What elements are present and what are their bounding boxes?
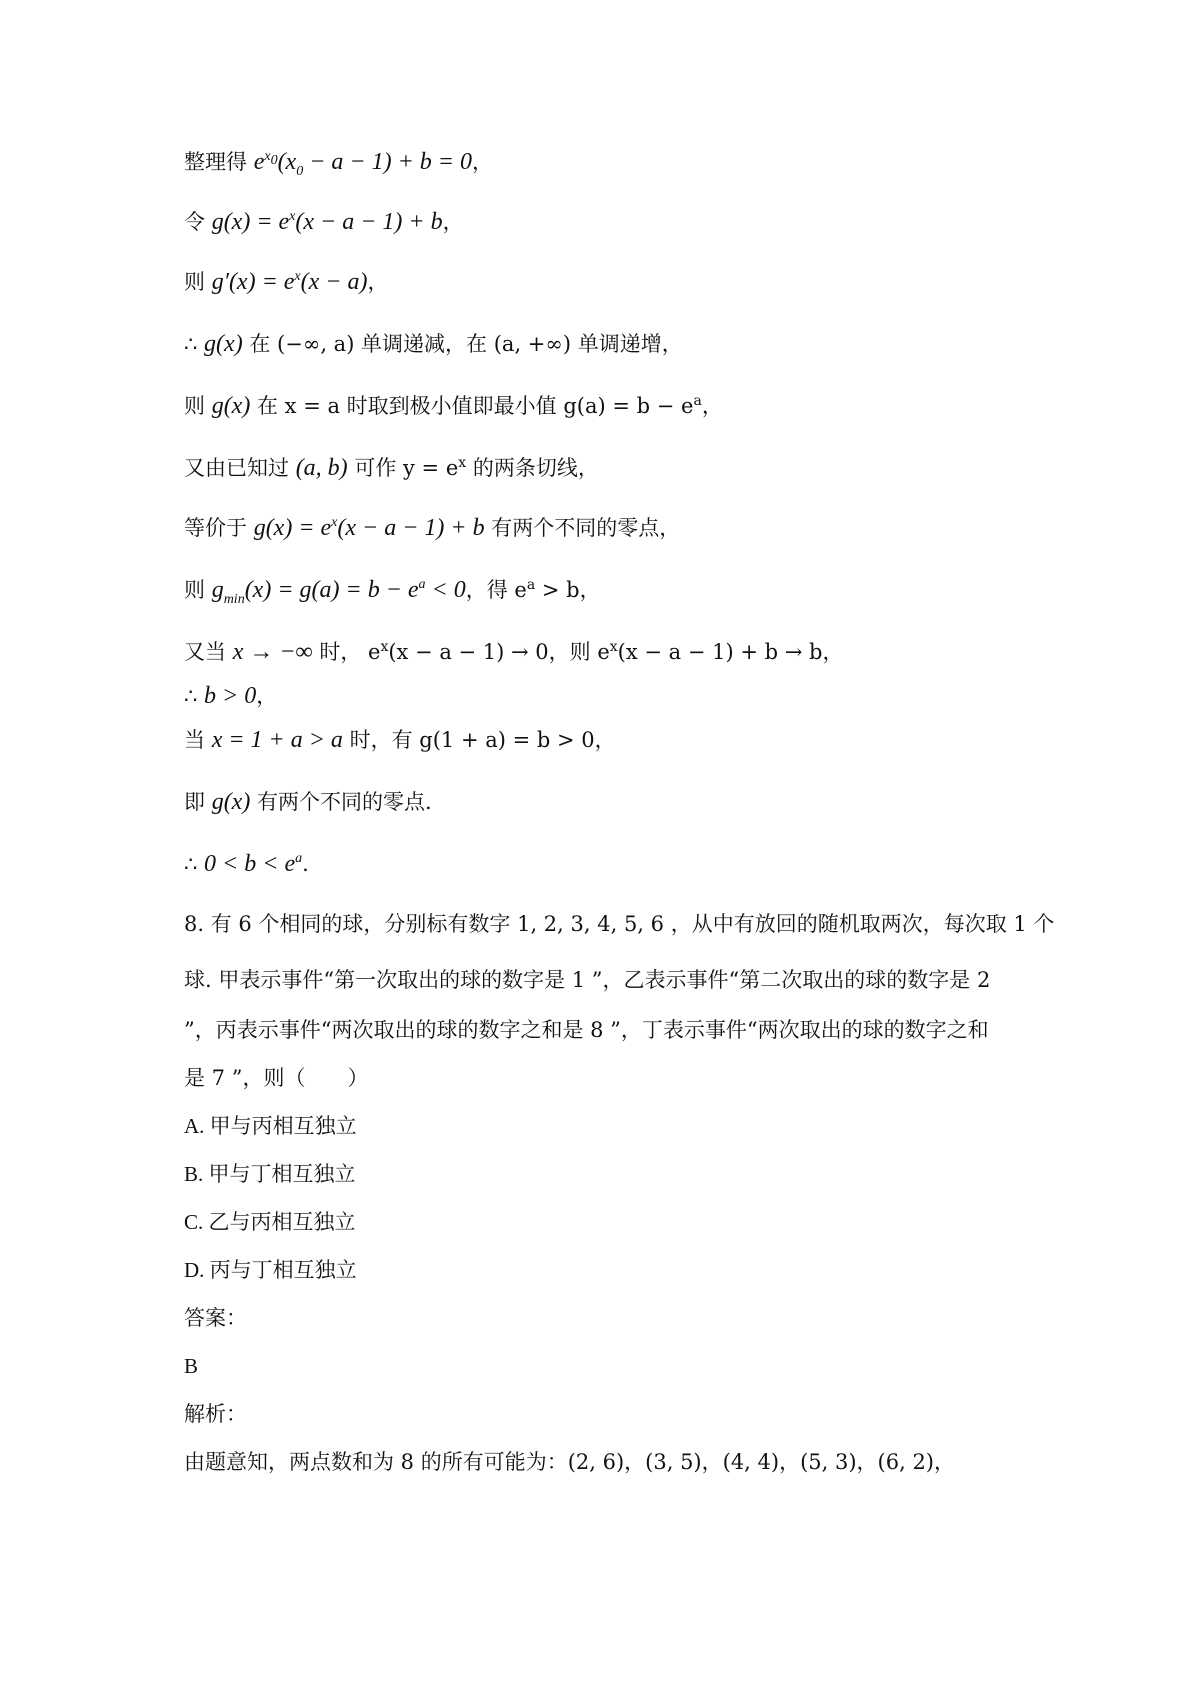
solution-line-1: 整理得 $e^{x_0}(x_0 - a - 1) + b = 0$， xyxy=(184,149,493,179)
math: g(x) xyxy=(211,393,251,419)
analysis-line: 由题意知，两点数和为 8 的所有可能为：(2, 6)，(3, 5)，(4, 4)，(5, 3)，(6, 2)， xyxy=(184,1450,955,1474)
math: g(x) xyxy=(211,789,251,815)
question-line-4: 是 7 ”，则（ ） xyxy=(184,1066,369,1090)
option-b: B. 甲与丁相互独立 xyxy=(184,1162,356,1186)
solution-line-8: 则 $g_{min}(x) = g(a) = b - e^a < 0$，得 $e^a > b$， xyxy=(184,577,601,607)
option-c: C. 乙与丙相互独立 xyxy=(184,1210,356,1234)
math: $g(x) = e^x(x - a - 1) + b$ xyxy=(253,515,485,541)
math: b > 0 xyxy=(204,683,257,709)
question-line-2: 球. 甲表示事件“第一次取出的球的数字是 1 ”，乙表示事件“第二次取出的球的数字是 2 xyxy=(184,968,991,992)
math: $0 < b < e^a$ xyxy=(204,851,303,877)
answer-value: B xyxy=(184,1354,199,1378)
option-a: A. 甲与丙相互独立 xyxy=(184,1114,357,1138)
solution-line-10: ∴ b > 0， xyxy=(184,683,278,709)
math: $g'(x) = e^x(x - a)$ xyxy=(211,269,368,295)
math: $e^{x_0}(x_0 - a - 1) + b = 0$ xyxy=(253,149,472,179)
solution-line-4: ∴ g(x) 在 (−∞, a) 单调递减，在 (a, +∞) 单调递增， xyxy=(184,331,683,357)
solution-line-5: 则 g(x) 在 x = a 时取到极小值即最小值 $g(a) = b - e^a$， xyxy=(184,393,723,419)
solution-line-9: 又当 x → −∞ 时， $e^x(x - a - 1) \to 0$，则 $e^x(x - a - 1) + b \to b$， xyxy=(184,639,844,665)
math: $g(x) = e^x(x - a - 1) + b$ xyxy=(211,209,443,235)
question-line-1: 8. 有 6 个相同的球，分别标有数字 1, 2, 3, 4, 5, 6 ，从中有放回的随机取两次，每次取 1 个 xyxy=(184,912,1055,936)
solution-line-2: 令 $g(x) = e^x(x - a - 1) + b$， xyxy=(184,209,464,235)
math: $g_{min}(x) = g(a) = b - e^a < 0$ xyxy=(211,577,466,607)
answer-label: 答案： xyxy=(184,1306,247,1330)
solution-line-13: ∴ $0 < b < e^a$. xyxy=(184,851,309,877)
question-line-3: ”，丙表示事件“两次取出的球的数字之和是 8 ”，丁表示事件“两次取出的球的数字之和 xyxy=(184,1018,989,1042)
solution-line-6: 又由已知过 (a, b) 可作 $y = e^x$ 的两条切线， xyxy=(184,455,599,481)
math: (a, b) xyxy=(295,455,348,481)
math: x = 1 + a > a xyxy=(211,727,343,753)
solution-line-3: 则 $g'(x) = e^x(x - a)$， xyxy=(184,269,389,295)
math: g(x) xyxy=(204,331,243,357)
solution-line-11: 当 x = 1 + a > a 时，有 g(1 + a) = b > 0， xyxy=(184,727,616,753)
solution-line-12: 即 g(x) 有两个不同的零点. xyxy=(184,789,432,815)
math: x → −∞ xyxy=(232,639,313,665)
option-d: D. 丙与丁相互独立 xyxy=(184,1258,357,1282)
solution-line-7: 等价于 $g(x) = e^x(x - a - 1) + b$ 有两个不同的零点， xyxy=(184,515,681,541)
analysis-label: 解析： xyxy=(184,1402,247,1426)
